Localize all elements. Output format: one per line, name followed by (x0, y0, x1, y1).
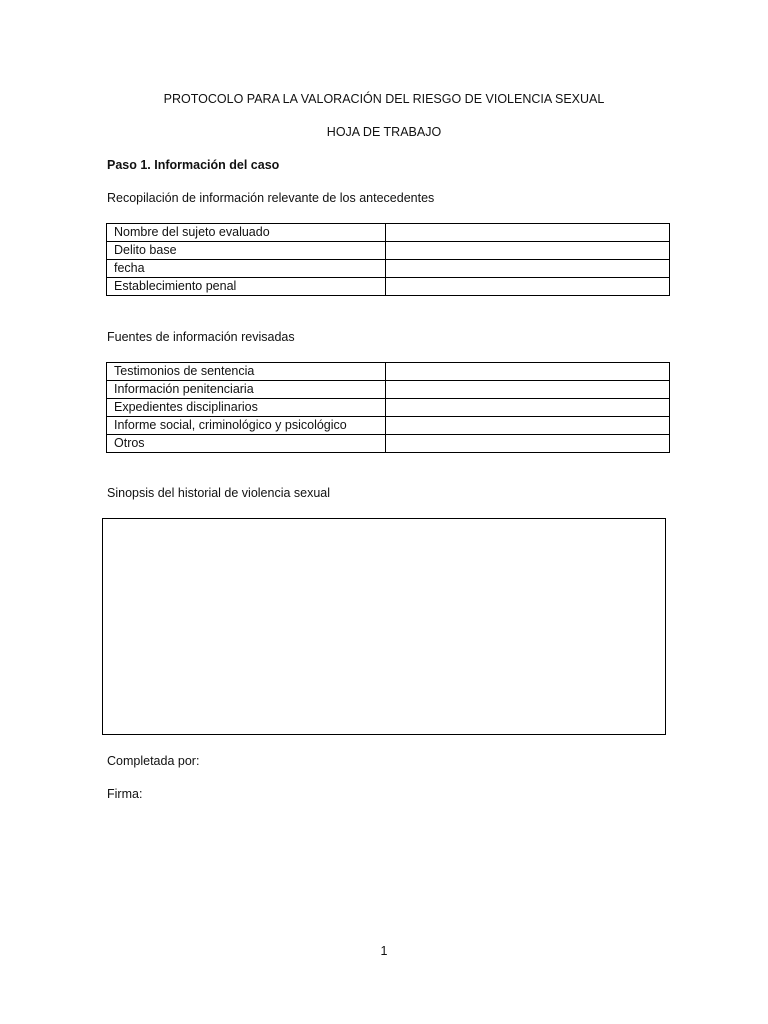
page-number: 1 (380, 944, 388, 958)
table-row (107, 381, 670, 399)
document-subtitle: HOJA DE TRABAJO (326, 125, 442, 139)
subject-name-field[interactable] (386, 224, 670, 242)
table-row (107, 260, 670, 278)
table-row (107, 224, 670, 242)
table-row (107, 435, 670, 453)
base-offense-field[interactable] (386, 242, 670, 260)
table-row (107, 278, 670, 296)
disciplinary-records-label: Expedientes disciplinarios (107, 399, 386, 417)
disciplinary-records-field[interactable] (386, 399, 670, 417)
subject-name-label: Nombre del sujeto evaluado (107, 224, 386, 242)
step-heading: Paso 1. Información del caso (107, 158, 280, 172)
others-field[interactable] (386, 435, 670, 453)
table-row (107, 363, 670, 381)
table-row (107, 242, 670, 260)
prison-info-label: Información penitenciaria (107, 381, 386, 399)
sentence-testimony-field[interactable] (386, 363, 670, 381)
prison-facility-field[interactable] (386, 278, 670, 296)
signature-label: Firma: (107, 787, 143, 801)
document-title: PROTOCOLO PARA LA VALORACIÓN DEL RIESGO DE VIOLENCIA SEXUAL (163, 92, 605, 106)
table-row (107, 399, 670, 417)
base-offense-label: Delito base (107, 242, 386, 260)
synopsis-label: Sinopsis del historial de violencia sexual (107, 486, 331, 500)
social-report-label: Informe social, criminológico y psicológico (107, 417, 386, 435)
prison-facility-label: Establecimiento penal (107, 278, 386, 296)
sources-label: Fuentes de información revisadas (107, 330, 295, 344)
case-info-table (106, 223, 670, 296)
social-report-field[interactable] (386, 417, 670, 435)
case-info-label: Recopilación de información relevante de los antecedentes (107, 191, 435, 205)
sources-table (106, 362, 670, 453)
synopsis-textbox[interactable] (102, 518, 666, 735)
completed-by-label: Completada por: (107, 754, 200, 768)
prison-info-field[interactable] (386, 381, 670, 399)
sentence-testimony-label: Testimonios de sentencia (107, 363, 386, 381)
others-label: Otros (107, 435, 386, 453)
date-label: fecha (107, 260, 386, 278)
table-row (107, 417, 670, 435)
date-field[interactable] (386, 260, 670, 278)
